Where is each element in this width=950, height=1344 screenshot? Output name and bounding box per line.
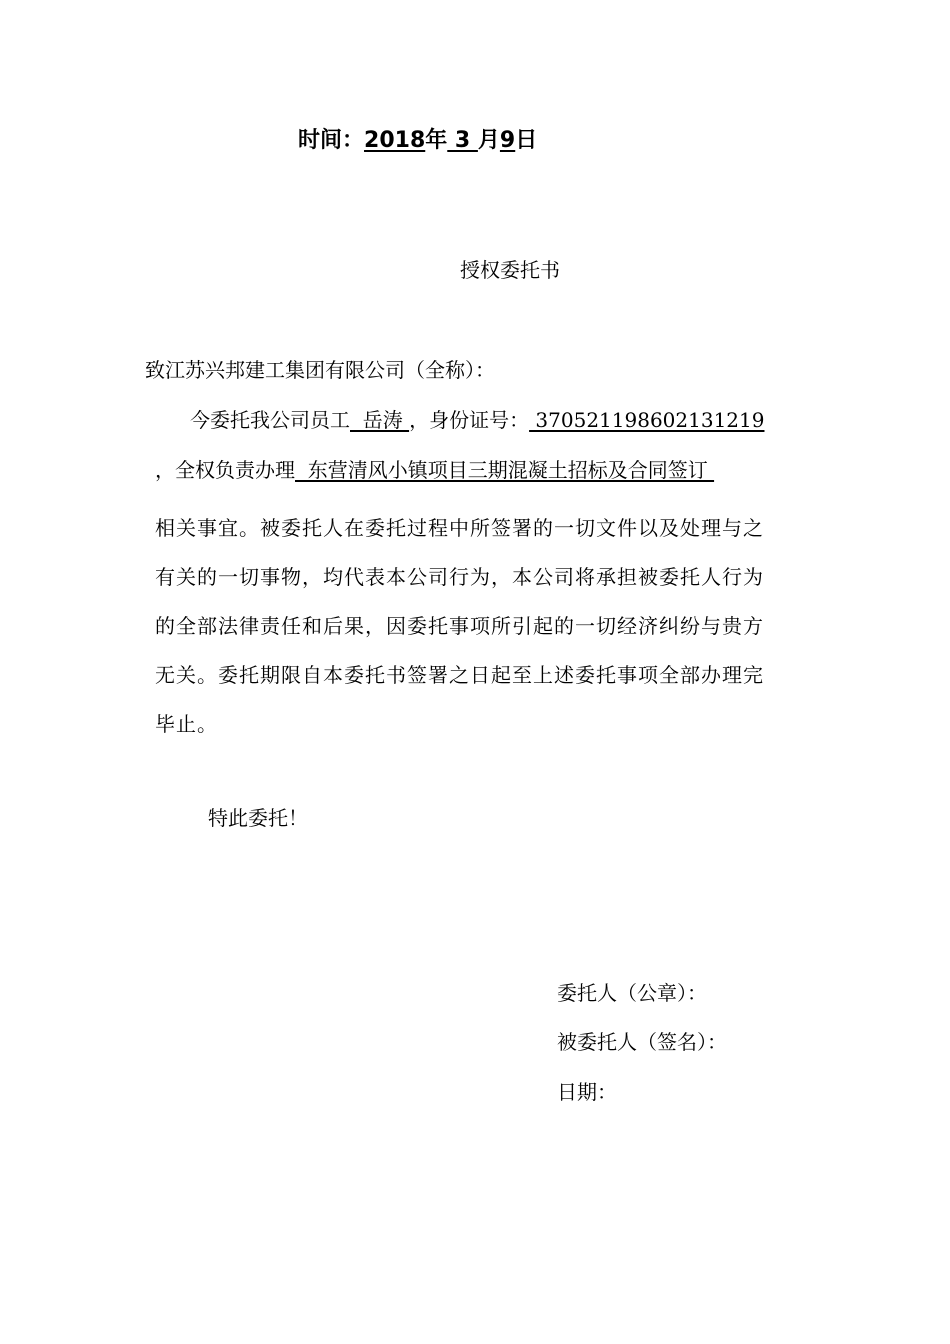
date-label: 时间： — [298, 128, 365, 153]
date-month-unit: 月 — [477, 128, 500, 153]
delegation-line-1 — [190, 404, 764, 436]
id-number: 370521198602131219 — [529, 408, 765, 432]
date-line — [298, 124, 537, 158]
principal-seal-label: 委托人（公章）： — [557, 981, 707, 1005]
body-line: 相关事宜。被委托人在委托过程中所签署的一切文件以及处理与之 — [155, 516, 764, 540]
date-day-unit: 日 — [515, 128, 538, 153]
body-line: 毕止。 — [155, 712, 218, 736]
signature-date-label: 日期： — [557, 1080, 617, 1104]
employee-name: 岳涛 — [350, 408, 410, 432]
body-line: 有关的一切事物，均代表本公司行为，本公司将承担被委托人行为 — [155, 565, 764, 589]
date-day: 9 — [499, 128, 516, 153]
delegated-matter: 东营清风小镇项目三期混凝土招标及合同签订 — [295, 458, 715, 482]
body-line: 无关。委托期限自本委托书签署之日起至上述委托事项全部办理完 — [155, 663, 764, 687]
line1-prefix: 今委托我公司员工 — [190, 408, 350, 432]
line2-prefix: ，全权负责办理 — [155, 458, 295, 482]
date-month: 3 — [447, 128, 478, 153]
agent-signature-label: 被委托人（签名）： — [557, 1030, 727, 1054]
body-line: 的全部法律责任和后果，因委托事项所引起的一切经济纠纷与贵方 — [155, 614, 764, 638]
date-year: 2018 — [364, 128, 426, 153]
date-year-unit: 年 — [425, 128, 448, 153]
delegation-line-2 — [155, 454, 714, 486]
line1-mid: ，身份证号： — [409, 408, 530, 432]
salutation: 致江苏兴邦建工集团有限公司（全称）： — [145, 358, 495, 382]
body-paragraph — [155, 504, 815, 749]
document-title: 授权委托书 — [460, 258, 560, 282]
closing-text: 特此委托！ — [208, 806, 308, 830]
